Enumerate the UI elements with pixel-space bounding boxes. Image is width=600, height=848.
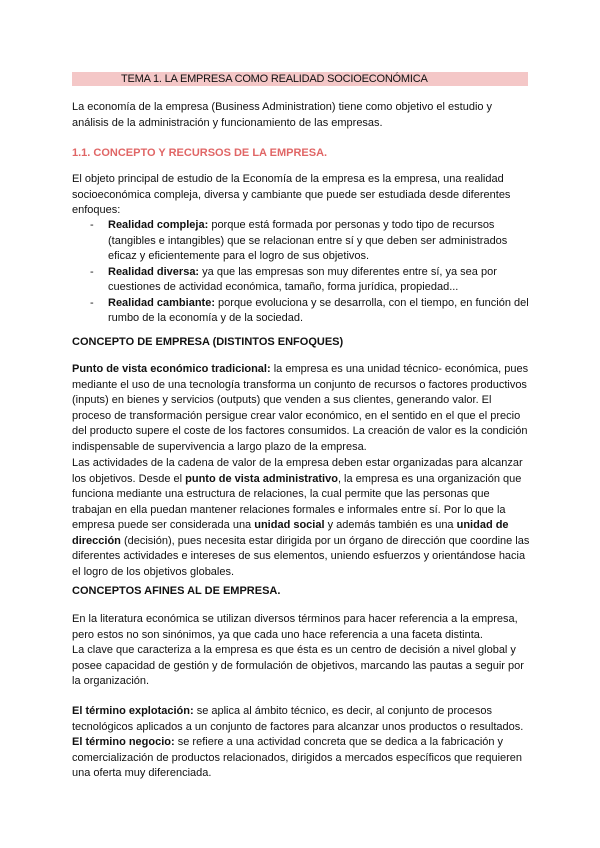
related-paragraph-2: La clave que caracteriza a la empresa es que ésta es un centro de decisión a nivel global y posee capacidad de gestión y de formulación de objetivos, marcando las pautas a seguir por la organización. <box>72 644 524 687</box>
concept-paragraph-2 <box>72 456 530 580</box>
bullet-term: Realidad diversa: <box>108 265 200 278</box>
section-intro-paragraph: El objeto principal de estudio de la Economía de la empresa es la empresa, una realidad socioeconómica compleja, diversa y cambiante que puede ser estudiada desde diferentes enfoques: <box>72 173 511 216</box>
concept-text-b: , la empresa es una organización que funciona mediante una estructura de relaciones, la cual permite que las personas que trabajan en ella puedan mantener relaciones formales e informales entre sí. Por lo que la empresa puede ser considerada una <box>72 472 522 531</box>
concept-term-direction: unidad de dirección <box>72 519 509 547</box>
intro-paragraph: La economía de la empresa (Business Administration) tiene como objetivo el estudio y análisis de la administración y funcionamiento de las empresas. <box>72 101 493 129</box>
concept-text-traditional: la empresa es una unidad técnico- económica, pues mediante el uso de una tecnología transforma un conjunto de recursos o factores productivos (inputs) en bienes y servicios (outputs) que venden a sus clientes, generando valor. El proceso de transformación persigue crear valor económico, en el sentido en el que el precio del producto supere el coste de los factores consumidos. La creación de valor es la condición indispensable de supervivencia a largo plazo de la empresa. <box>72 363 529 453</box>
concept-paragraph-1 <box>72 362 530 455</box>
bullet-item <box>90 218 530 265</box>
topic-title: TEMA 1. LA EMPRESA COMO REALIDAD SOCIOECONÓMICA <box>121 73 428 85</box>
explotacion-paragraph <box>72 704 530 735</box>
bullet-term: Realidad compleja: <box>108 219 209 231</box>
negocio-term: El término negocio: <box>72 736 175 748</box>
bullet-item <box>90 296 530 327</box>
concept-text-c: y además también es una <box>324 519 457 531</box>
concept-text-d: (decisión), pues necesita estar dirigida por un órgano de dirección que coordine las diferentes actividades e intereses de sus elementos, uniendo esfuerzos y orientándose hacia el logro de los objetivos globales. <box>72 534 530 578</box>
explotacion-text: se aplica al ámbito técnico, es decir, al conjunto de procesos tecnológicos aplicados a un conjunto de factores para alcanzar unos productos o resultados. <box>72 705 524 733</box>
bullet-marker: - <box>90 265 94 278</box>
bullet-text: porque está formada por personas y todo tipo de recursos (tangibles e intangibles) que se relacionan entre sí y que deben ser administrados eficaz y eficientemente para el logro de sus objetivos. <box>108 219 508 262</box>
bullet-text: ya que las empresas son muy diferentes entre sí, ya sea por cuestiones de actividad económica, tamaño, forma jurídica, propiedad... <box>108 265 497 293</box>
bullet-term: Realidad cambiante: <box>108 296 215 309</box>
related-paragraph-1: En la literatura económica se utilizan diversos términos para hacer referencia a la empresa, pero estos no son sinónimos, ya que cada uno hace referencia a una faceta distinta. <box>72 613 518 641</box>
negocio-paragraph <box>72 735 530 782</box>
topic-title-bar <box>72 72 528 86</box>
bullet-marker: - <box>90 219 94 231</box>
concept-term-traditional: Punto de vista económico tradicional: <box>72 363 271 375</box>
concept-term-administrative: punto de vista administrativo <box>185 472 338 485</box>
concept-text-a: Las actividades de la cadena de valor de la empresa deben estar organizadas para alcanzar los objetivos. Desde el <box>72 457 523 485</box>
section-heading: 1.1. CONCEPTO Y RECURSOS DE LA EMPRESA. <box>72 147 328 159</box>
concept-heading: CONCEPTO DE EMPRESA (DISTINTOS ENFOQUES) <box>72 336 344 348</box>
explotacion-term: El término explotación: <box>72 705 194 717</box>
bullet-item <box>90 265 530 296</box>
bullet-text: porque evoluciona y se desarrolla, con el tiempo, en función del rumbo de la economía y de la sociedad. <box>108 296 529 324</box>
negocio-text: se refiere a una actividad concreta que se dedica a la fabricación y comercialización de productos relacionados, dirigidos a mercados específicos que requieren una oferta muy diferenciada. <box>72 736 523 779</box>
related-heading: CONCEPTOS AFINES AL DE EMPRESA. <box>72 585 281 597</box>
bullet-marker: - <box>90 296 94 309</box>
concept-term-social: unidad social <box>254 519 325 531</box>
bullet-list <box>90 218 530 327</box>
